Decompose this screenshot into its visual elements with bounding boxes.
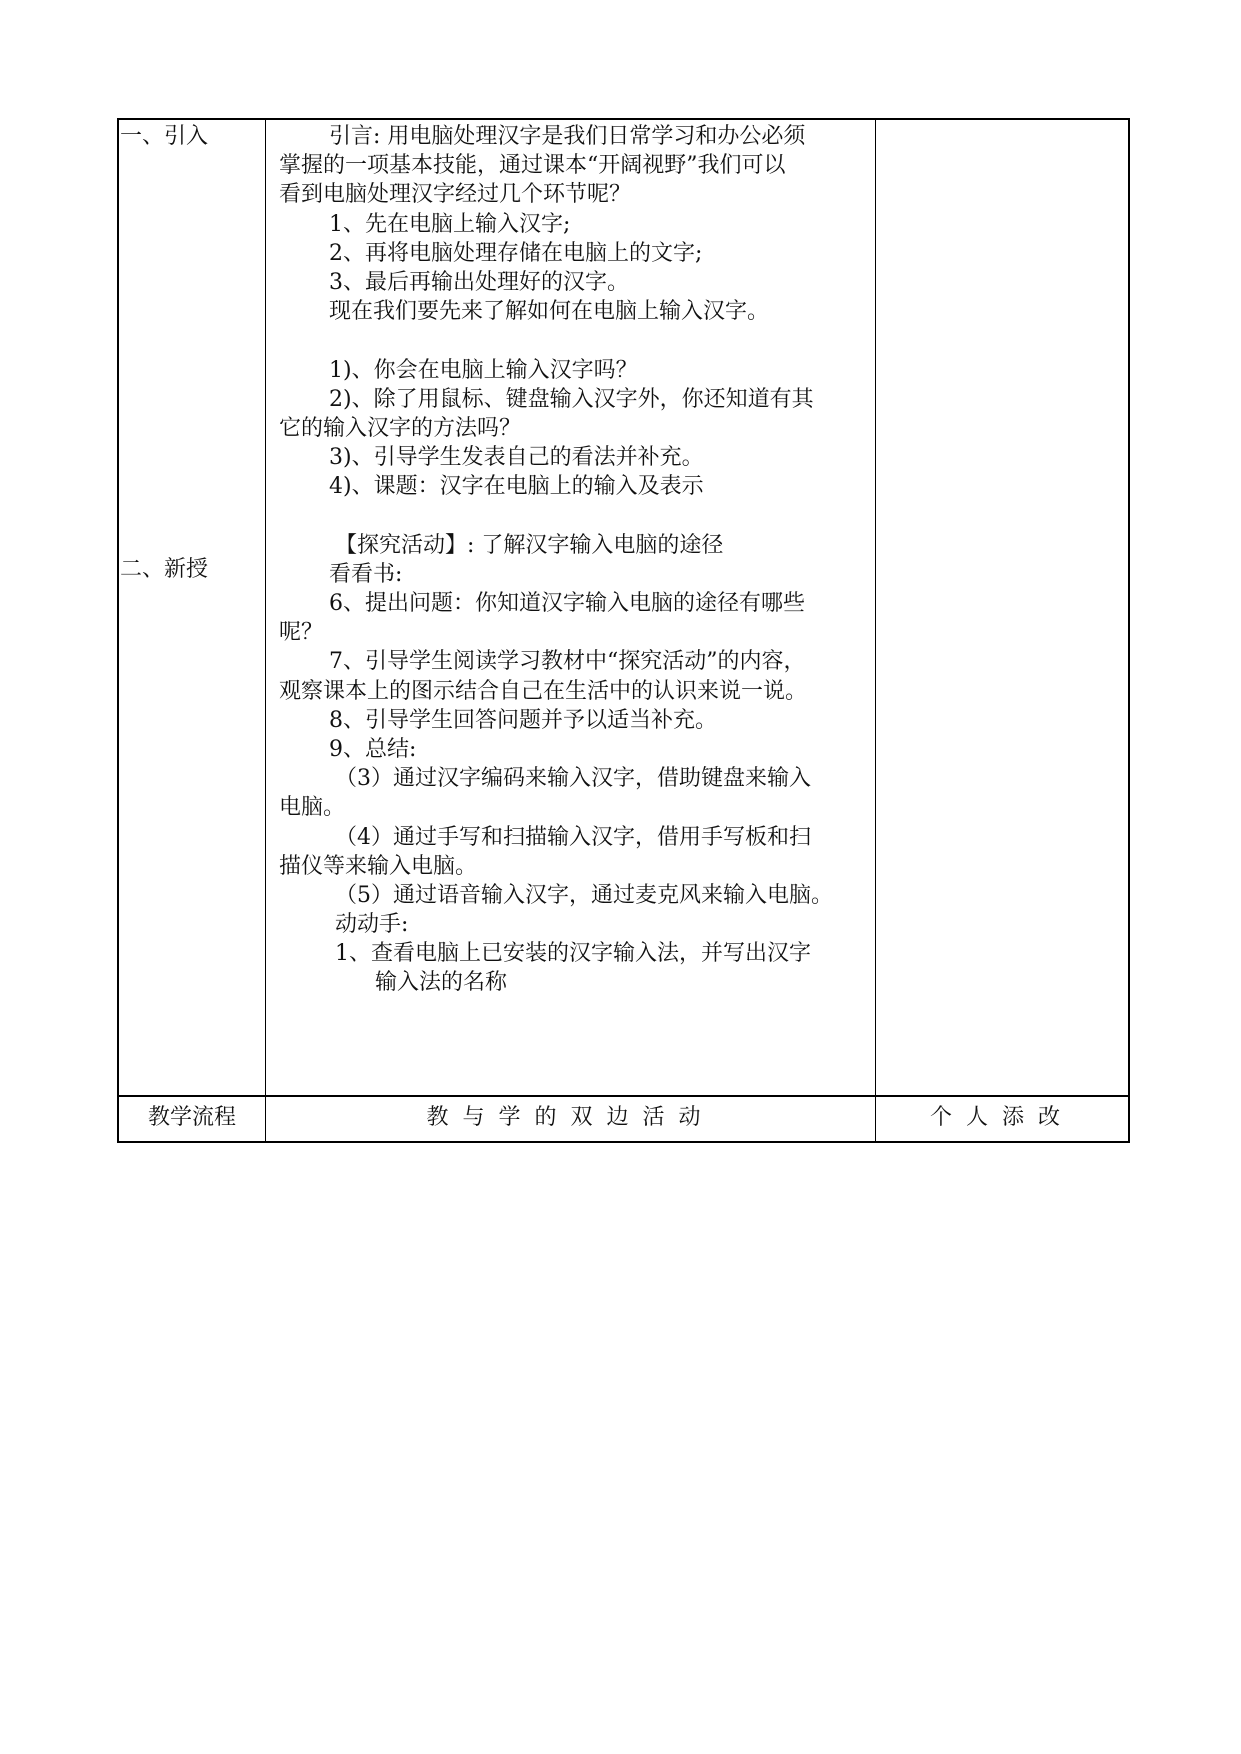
content-line: 6、提出问题：你知道汉字输入电脑的途径有哪些 — [329, 591, 805, 616]
content-line: 电脑。 — [279, 795, 346, 821]
content-line: 观察课本上的图示结合自己在生活中的认识来说一说。 — [279, 678, 808, 704]
table-border-top — [117, 118, 1130, 120]
activity-content-cell — [279, 122, 875, 998]
content-line: 掌握的一项基本技能，通过课本“开阔视野”我们可以 — [279, 153, 786, 179]
table-border-left — [117, 118, 119, 1143]
content-line: 8、引导学生回答问题并予以适当补充。 — [329, 707, 717, 733]
content-line: 2)、除了用鼠标、键盘输入汉字外，你还知道有其 — [329, 386, 814, 412]
stage-label-intro: 一、引入 — [120, 124, 209, 149]
content-line — [279, 326, 875, 355]
footer-personal-revisions: 个人添改 — [929, 1105, 1074, 1130]
content-line: （4）通过手写和扫描输入汉字，借用手写板和扫 — [335, 824, 811, 850]
content-line: 呢？ — [279, 620, 324, 646]
content-line: 2、再将电脑处理存储在电脑上的文字; — [329, 240, 703, 266]
footer-teaching-activities: 教与学的双边活动 — [426, 1105, 715, 1130]
content-line: （3）通过汉字编码来输入汉字，借助键盘来输入 — [335, 766, 811, 792]
table-column-divider-1 — [265, 118, 266, 1143]
content-line: 它的输入汉字的方法吗？ — [279, 415, 522, 441]
content-line: 4)、课题：汉字在电脑上的输入及表示 — [329, 474, 704, 500]
content-line: 1、先在电脑上输入汉字; — [329, 211, 571, 237]
content-line: 描仪等来输入电脑。 — [279, 853, 478, 879]
content-line: 7、引导学生阅读学习教材中“探究活动”的内容， — [329, 649, 806, 675]
table-border-right — [1128, 118, 1130, 1143]
footer-teaching-process: 教学流程 — [147, 1105, 236, 1130]
content-line: 9、总结: — [329, 736, 417, 762]
table-column-divider-2 — [875, 118, 876, 1143]
content-line: 引言: 用电脑处理汉字是我们日常学习和办公必须 — [329, 124, 806, 149]
content-line: 输入法的名称 — [375, 970, 508, 996]
content-line: （5）通过语音输入汉字，通过麦克风来输入电脑。 — [335, 882, 833, 908]
content-line: 3、最后再输出处理好的汉字。 — [329, 269, 629, 295]
stage-label-new-lesson: 二、新授 — [120, 557, 209, 582]
content-line: 看看书: — [329, 561, 403, 587]
content-line — [279, 501, 875, 530]
table-border-bottom — [117, 1141, 1130, 1143]
content-line: 1、查看电脑上已安装的汉字输入法，并写出汉字 — [335, 941, 811, 967]
content-line: 【探究活动】: 了解汉字输入电脑的途径 — [335, 532, 724, 558]
content-line: 现在我们要先来了解如何在电脑上输入汉字。 — [329, 299, 770, 325]
content-line: 看到电脑处理汉字经过几个环节呢？ — [279, 182, 632, 208]
content-line: 动动手: — [335, 912, 409, 938]
content-line: 3)、引导学生发表自己的看法并补充。 — [329, 445, 704, 471]
content-line: 1)、你会在电脑上输入汉字吗？ — [329, 357, 638, 383]
